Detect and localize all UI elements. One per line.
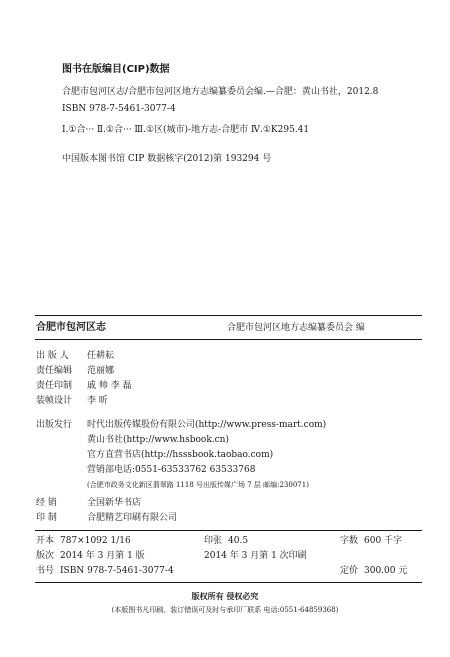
staff-label-editor: 责任编辑	[36, 366, 73, 376]
staff-value-editor: 范丽娜	[87, 366, 115, 376]
publisher-line-3: 官方直营书店(http://hsssbook.taobao.com)	[87, 450, 274, 460]
publisher-label: 出版发行	[36, 420, 73, 430]
printer-value: 合肥精艺印刷有限公司	[87, 513, 178, 523]
sheets-value: 40.5	[228, 536, 249, 546]
cip-heading: 图书在版编目(CIP)数据	[62, 64, 170, 75]
cip-line-2: ISBN 978-7-5461-3077-4	[62, 104, 176, 114]
title-bottom-rule	[35, 339, 422, 340]
format-value: 787×1092 1/16	[60, 536, 131, 546]
printer-label: 印 制	[36, 513, 57, 523]
edition-label: 版次	[36, 551, 55, 561]
distributor-value: 全国新华书店	[87, 498, 142, 508]
cip-line-4: 中国版本图书馆 CIP 数据核字(2012)第 193294 号	[62, 154, 272, 164]
staff-label-printing: 责任印制	[36, 381, 73, 391]
staff-value-design: 李 昕	[87, 396, 108, 406]
price-value: 300.00 元	[364, 566, 408, 576]
publisher-line-5: (合肥市政务文化新区翡翠路 1118 号出版传媒广场 7 层 邮编:230071)	[87, 481, 309, 489]
staff-value-printing: 戚 帅 李 磊	[87, 381, 132, 391]
staff-label-design: 装帧设计	[36, 396, 73, 406]
title-top-rule	[35, 315, 422, 316]
isbn-value: ISBN 978-7-5461-3077-4	[60, 566, 174, 576]
format-label: 开本	[36, 536, 55, 546]
staff-label-publisher-person: 出 版 人	[36, 351, 69, 361]
specs-bottom-rule	[35, 582, 422, 583]
printing-value: 2014 年 3 月第 1 次印刷	[204, 551, 307, 561]
publisher-line-4: 营销部电话:0551-63533762 63533768	[87, 465, 256, 475]
printing-error-notice: (本版图书凡印刷、装订错误可及时与承印厂联系 电话:0551-64859368)	[111, 606, 339, 614]
edition-value: 2014 年 3 月第 1 版	[60, 551, 145, 561]
word-count-label: 字数	[340, 536, 359, 546]
cip-line-1: 合肥市包河区志/合肥市包河区地方志编纂委员会编.—合肥：黄山书社，2012.8	[62, 87, 379, 97]
word-count-value: 600 千字	[364, 536, 403, 546]
distributor-label: 经 销	[36, 498, 57, 508]
staff-value-publisher-person: 任耕耘	[87, 351, 115, 361]
book-author: 合肥市包河区地方志编纂委员会 编	[227, 323, 365, 333]
book-title: 合肥市包河区志	[36, 322, 106, 333]
sheets-label: 印张	[204, 536, 223, 546]
publisher-line-1: 时代出版传媒股份有限公司(http://www.press-mart.com)	[87, 420, 327, 430]
isbn-label: 书号	[36, 566, 55, 576]
copyright-notice: 版权所有 侵权必究	[191, 592, 259, 601]
cip-line-3: Ⅰ.①合··· Ⅱ.①合··· Ⅲ.①区(城市)-地方志-合肥市 Ⅳ.①K295.41	[62, 125, 310, 135]
price-label: 定价	[340, 566, 359, 576]
specs-top-rule	[35, 530, 422, 531]
publisher-line-2: 黄山书社(http://www.hsbook.cn)	[87, 435, 229, 445]
